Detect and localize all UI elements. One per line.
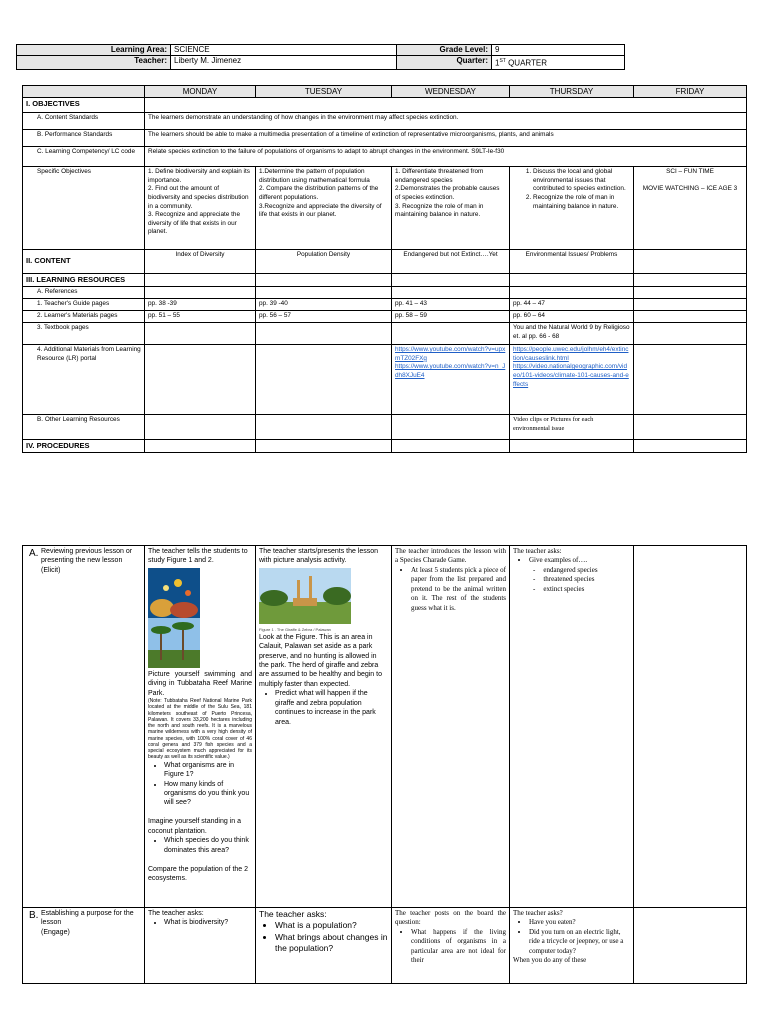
lm-thursday: pp. 60 – 64: [510, 311, 634, 323]
textbook-label: 3. Textbook pages: [23, 323, 145, 345]
additional-materials-label: 4. Additional Materials from Learning Resource (LR) portal: [23, 345, 145, 415]
lm-wednesday: pp. 58 – 59: [392, 311, 510, 323]
coral-reef-photo: [148, 568, 200, 618]
procedure-a-label: A. Reviewing previous lesson or presenting the new lesson (Elicit): [23, 546, 145, 908]
procedure-b-thursday: The teacher asks? • Have you eaten? • Did you turn on an electric light, ride a tricycle or jeepney, or use a computer today? When you do any of these: [510, 908, 634, 984]
uwec-link[interactable]: https://people.uwec.edu/jolhm/eh4/extinction/causeslink.html: [513, 346, 629, 362]
textbook-thursday: You and the Natural World 9 by Religioso et. al pp. 66 - 68: [510, 323, 634, 345]
objectives-friday: SCI – FUN TIME MOVIE WATCHING – ICE AGE 3: [634, 167, 747, 250]
tg-thursday: pp. 44 – 47: [510, 299, 634, 311]
specific-objectives-label: Specific Objectives: [23, 167, 145, 250]
procedure-b-label: B. Establishing a purpose for the lesson (Engage): [23, 908, 145, 984]
grade-level-label: Grade Level:: [397, 45, 492, 56]
learning-area-value: SCIENCE: [171, 45, 397, 56]
procedures-title: IV. PROCEDURES: [23, 440, 145, 453]
learning-area-label: Learning Area:: [17, 45, 171, 56]
natgeo-link[interactable]: https://video.nationalgeographic.com/video/101-videos/climate-101-causes-and-effects: [513, 363, 629, 388]
additional-thursday: [510, 345, 634, 415]
youtube-link-2[interactable]: https://www.youtube.com/watch?v=n_Jdh8XJuE4: [395, 363, 506, 380]
procedures-table: [22, 545, 747, 984]
content-wednesday: Endangered but not Extinct….Yet: [392, 250, 510, 274]
giraffe-caption: Figure 1 . The Giraffe & Zebra / Palawan: [259, 627, 331, 633]
lm-tuesday: pp. 56 – 57: [256, 311, 392, 323]
teacher-label: Teacher:: [17, 56, 171, 70]
objectives-thursday: 1. Discuss the local and global environmental issues that contributed to species extinction. 2. Recognize the role of man in maintaining balance in nature.: [510, 167, 634, 250]
objectives-wednesday: 1. Differentiate threatened from endangered species 2.Demonstrates the probable causes of species extinction. 3. Recognize the role of man in maintaining balance in nature.: [392, 167, 510, 250]
references-label: A. References: [23, 287, 145, 299]
procedure-a-thursday: The teacher asks: • Give examples of…. - endangered species - threatened species - extinct species: [510, 546, 634, 908]
procedure-a-tuesday: The teacher starts/presents the lesson with picture analysis activity. Figure 1 . The Giraffe & Zebra / Palawan Look at the Figure. This is an area in Calauit, Palawan set aside as a park preserve, and no hunting is allowed in the park. The herd of giraffe and zebra are assumed to be healthy and begin to multiply faster than expected. • Predict what will happen if the giraffe and zebra population continues to increase in the park area.: [256, 546, 392, 908]
objectives-title: I. OBJECTIVES: [23, 98, 145, 113]
tg-monday: pp. 38 -39: [145, 299, 256, 311]
objectives-monday: 1. Define biodiversity and explain its importance. 2. Find out the amount of biodiversity and species distribution in a community. 3. Recognize and appreciate the diversity of life that exists in our planet.: [145, 167, 256, 250]
objectives-tuesday: 1.Determine the pattern of population distribution using mathematical formula 2. Compare the distribution patterns of the different populations. 3.Recognize and appreciate the diversity of life that exists in our planet.: [256, 167, 392, 250]
day-monday: MONDAY: [145, 86, 256, 98]
teachers-guide-label: 1. Teacher's Guide pages: [23, 299, 145, 311]
content-standards-label: A. Content Standards: [23, 113, 145, 130]
procedure-b-wednesday: The teacher posts on the board the question: • What happens if the living conditions of organisms in a particular area are not ideal for their: [392, 908, 510, 984]
procedure-a-monday: The teacher tells the students to study Figure 1 and 2. Picture yourself swimming and diving in Tubbataha Reef Marine Park. (Note: Tubbataha Reef National Marine Park located at the middle of the Sulu Sea, 181 kilometers southeast of Puerto Princesa, Palawan. It covers 33,200 hectares including the north and south reefs. It is a marvelous marine wilderness with a very high density of marine species, with 100% coral cover of 46 coral genera and 379 fish species and a special ecosystem much appreciated for its beauty as well as its scientific value.) • What organisms are in Figure 1? • How many kinds of organisms do you think you will see? Imagine yourself standing in a coconut plantation. • Which species do you think dominates this area? Compare the population of the 2 ecosystems.: [145, 546, 256, 908]
additional-wednesday: [392, 345, 510, 415]
grade-level-value: 9: [492, 45, 625, 56]
youtube-link-1[interactable]: https://www.youtube.com/watch?v=upxmTZ02FXg: [395, 346, 506, 362]
content-thursday: Environmental Issues/ Problems: [510, 250, 634, 274]
figure-1-2-images: [148, 568, 252, 668]
teacher-value: Liberty M. Jimenez: [171, 56, 397, 70]
procedure-b-tuesday: The teacher asks: • What is a population? • What brings about changes in the population?: [256, 908, 392, 984]
content-standards-text: The learners demonstrate an understanding of how changes in the environment may affect species extinction.: [145, 113, 747, 130]
lesson-plan-table: [22, 85, 747, 453]
content-tuesday: Population Density: [256, 250, 392, 274]
giraffe-zebra-photo: [259, 568, 351, 624]
content-monday: Index of Diversity: [145, 250, 256, 274]
tg-tuesday: pp. 39 -40: [256, 299, 392, 311]
day-thursday: THURSDAY: [510, 86, 634, 98]
performance-standards-label: B. Performance Standards: [23, 130, 145, 147]
other-resources-label: B. Other Learning Resources: [23, 415, 145, 440]
quarter-label: Quarter:: [397, 56, 492, 70]
competency-label: C. Learning Competency/ LC code: [23, 147, 145, 167]
coconut-plantation-photo: [148, 618, 200, 668]
competency-text: Relate species extinction to the failure of populations of organisms to adapt to abrupt changes in the environment. S9LT-Ie-f30: [145, 147, 747, 167]
content-title: II. CONTENT: [23, 250, 145, 274]
header-table: [16, 44, 625, 70]
day-tuesday: TUESDAY: [256, 86, 392, 98]
tg-wednesday: pp. 41 – 43: [392, 299, 510, 311]
quarter-value: 1ST QUARTER: [492, 56, 625, 70]
day-header-row: [23, 86, 747, 98]
procedure-b-monday: The teacher asks: • What is biodiversity?: [145, 908, 256, 984]
day-wednesday: WEDNESDAY: [392, 86, 510, 98]
lm-monday: pp. 51 – 55: [145, 311, 256, 323]
day-friday: FRIDAY: [634, 86, 747, 98]
procedure-a-wednesday: The teacher introduces the lesson with a Species Charade Game. • At least 5 students pick a piece of paper from the list prepared and pretend to be the animal written on it. The rest of the students guess what it is.: [392, 546, 510, 908]
other-resources-thursday: Video clips or Pictures for each environmental issue: [510, 415, 634, 440]
performance-standards-text: The learners should be able to make a multimedia presentation of a timeline of extinction of representative microorganisms, plants, and animals: [145, 130, 747, 147]
resources-title: III. LEARNING RESOURCES: [23, 274, 145, 287]
learners-materials-label: 2. Learner's Materials pages: [23, 311, 145, 323]
